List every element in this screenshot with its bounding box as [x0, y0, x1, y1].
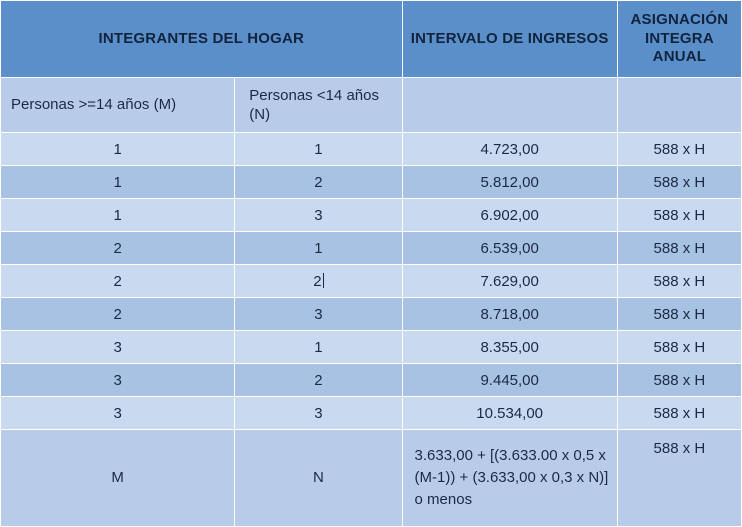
cell-asignacion-anual: 588 x H — [617, 397, 741, 430]
cell-personas-menores: 1 — [235, 331, 402, 364]
table-row — [1, 364, 742, 397]
cell-personas-menores: 2 — [235, 364, 402, 397]
table-header-row — [1, 1, 742, 78]
cell-asignacion-anual: 588 x H — [617, 298, 741, 331]
cell-intervalo-ingresos: 4.723,00 — [402, 133, 617, 166]
cell-personas-menores: 2 — [235, 166, 402, 199]
cell-intervalo-ingresos: 8.718,00 — [402, 298, 617, 331]
cell-personas-mayores: 2 — [1, 232, 235, 265]
table-row — [1, 133, 742, 166]
cell-intervalo-ingresos: 7.629,00 — [402, 265, 617, 298]
cell-personas-mayores: 2 — [1, 298, 235, 331]
cell-personas-mayores: 3 — [1, 331, 235, 364]
table-subheader-row — [1, 78, 742, 133]
cell-intervalo-ingresos: 8.355,00 — [402, 331, 617, 364]
cell-intervalo-ingresos: 9.445,00 — [402, 364, 617, 397]
subheader-asignacion-empty — [617, 78, 741, 133]
subheader-personas-menores: Personas <14 años (N) — [235, 78, 402, 133]
cell-personas-menores: 3 — [235, 298, 402, 331]
cell-personas-mayores: 1 — [1, 199, 235, 232]
table-row — [1, 298, 742, 331]
table-row — [1, 331, 742, 364]
cell-personas-menores: 3 — [235, 397, 402, 430]
cell-asignacion-anual: 588 x H — [617, 430, 741, 527]
header-asignacion-integra-anual: ASIGNACIÓN INTEGRA ANUAL — [617, 1, 741, 78]
header-integrantes-del-hogar: INTEGRANTES DEL HOGAR — [1, 1, 403, 78]
cell-intervalo-ingresos: 6.539,00 — [402, 232, 617, 265]
table-formula-row — [1, 430, 742, 527]
cell-personas-menores: 1 — [235, 232, 402, 265]
cell-personas-mayores: 3 — [1, 364, 235, 397]
cell-asignacion-anual: 588 x H — [617, 331, 741, 364]
cell-personas-menores: 3 — [235, 199, 402, 232]
header-intervalo-de-ingresos: INTERVALO DE INGRESOS — [402, 1, 617, 78]
table-row — [1, 397, 742, 430]
cell-personas-mayores-generic: M — [1, 430, 235, 527]
text-cursor — [323, 273, 324, 288]
cell-intervalo-ingresos: 10.534,00 — [402, 397, 617, 430]
table-row — [1, 166, 742, 199]
cell-personas-mayores: 3 — [1, 397, 235, 430]
subheader-personas-mayores: Personas >=14 años (M) — [1, 78, 235, 133]
cell-personas-mayores: 1 — [1, 133, 235, 166]
cell-intervalo-ingresos: 5.812,00 — [402, 166, 617, 199]
table-row — [1, 199, 742, 232]
cell-asignacion-anual: 588 x H — [617, 133, 741, 166]
table-row — [1, 265, 742, 298]
cell-personas-menores: 2 — [235, 265, 402, 298]
cell-asignacion-anual: 588 x H — [617, 199, 741, 232]
cell-intervalo-ingresos: 6.902,00 — [402, 199, 617, 232]
cell-personas-menores-generic: N — [235, 430, 402, 527]
cell-asignacion-anual: 588 x H — [617, 166, 741, 199]
subheader-intervalo-empty — [402, 78, 617, 133]
cell-intervalo-formula: 3.633,00 + [(3.633.00 x 0,5 x (M-1)) + (3.633,00 x 0,3 x N)] o menos — [402, 430, 617, 527]
cell-asignacion-anual: 588 x H — [617, 265, 741, 298]
cell-personas-mayores: 1 — [1, 166, 235, 199]
cell-personas-mayores: 2 — [1, 265, 235, 298]
table-row — [1, 232, 742, 265]
cell-personas-menores: 1 — [235, 133, 402, 166]
cell-asignacion-anual: 588 x H — [617, 364, 741, 397]
cell-asignacion-anual: 588 x H — [617, 232, 741, 265]
